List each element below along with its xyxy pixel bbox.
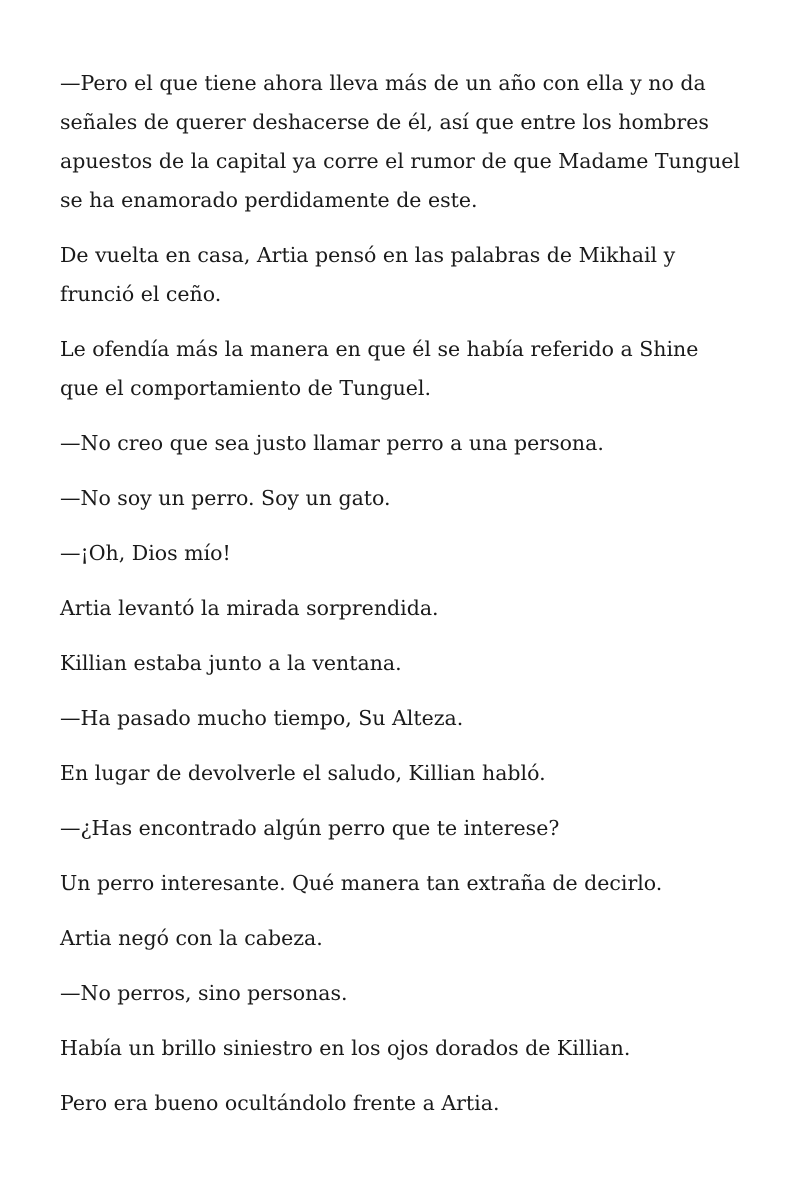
paragraph: —Ha pasado mucho tiempo, Su Alteza. (60, 706, 464, 730)
paragraph: —No soy un perro. Soy un gato. (60, 486, 391, 510)
paragraph: Pero era bueno ocultándolo frente a Artia. (60, 1091, 500, 1115)
paragraph: De vuelta en casa, Artia pensó en las palabras de Mikhail y frunció el ceño. (60, 243, 676, 306)
paragraph: Le ofendía más la manera en que él se había referido a Shine que el comportamiento de Tunguel. (60, 337, 699, 400)
paragraph: Artia negó con la cabeza. (60, 926, 323, 950)
paragraph: Killian estaba junto a la ventana. (60, 651, 402, 675)
paragraph: —Pero el que tiene ahora lleva más de un año con ella y no da señales de querer deshacerse de él, así que entre los hombres apuestos de la capital ya corre el rumor de que Madame Tunguel se ha enamorado perdidamente de este. (60, 71, 740, 212)
paragraph: —¡Oh, Dios mío! (60, 541, 231, 565)
paragraph: En lugar de devolverle el saludo, Killian habló. (60, 761, 546, 785)
paragraph: Un perro interesante. Qué manera tan extraña de decirlo. (60, 871, 663, 895)
paragraph: —¿Has encontrado algún perro que te interese? (60, 816, 560, 840)
document-page (60, 64, 740, 1139)
paragraph: —No perros, sino personas. (60, 981, 348, 1005)
paragraph: Artia levantó la mirada sorprendida. (60, 596, 439, 620)
paragraph: Había un brillo siniestro en los ojos dorados de Killian. (60, 1036, 631, 1060)
paragraph: —No creo que sea justo llamar perro a una persona. (60, 431, 604, 455)
